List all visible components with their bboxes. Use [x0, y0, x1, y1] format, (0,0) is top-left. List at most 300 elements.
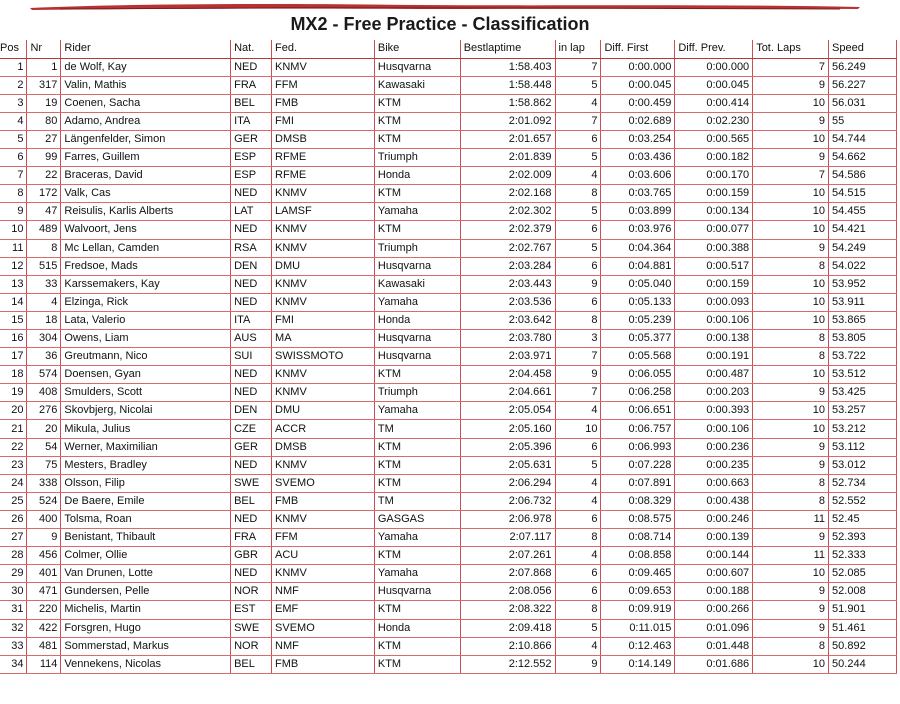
cell-nat: GER: [231, 130, 272, 148]
cell-bestlaptime: 1:58.448: [460, 76, 555, 94]
cell-nat: NOR: [231, 637, 272, 655]
cell-rider: Smulders, Scott: [61, 384, 231, 402]
cell-bestlaptime: 2:02.379: [460, 221, 555, 239]
cell-nat: SWE: [231, 619, 272, 637]
cell-diff-prev: 0:01.686: [675, 655, 753, 673]
table-row: [0, 547, 897, 565]
cell-rider: Fredsoe, Mads: [61, 257, 231, 275]
cell-nr: 220: [27, 601, 61, 619]
cell-tot-laps: 10: [753, 311, 829, 329]
cell-nat: FRA: [231, 529, 272, 547]
cell-diff-prev: 0:00.203: [675, 384, 753, 402]
cell-speed: 56.249: [829, 58, 897, 76]
cell-bike: Yamaha: [374, 203, 460, 221]
cell-diff-prev: 0:00.565: [675, 130, 753, 148]
table-row: [0, 565, 897, 583]
cell-in-lap: 6: [555, 221, 601, 239]
cell-diff-first: 0:00.045: [601, 76, 675, 94]
cell-diff-first: 0:00.459: [601, 94, 675, 112]
column-header-tot-laps: Tot. Laps: [753, 40, 829, 58]
cell-tot-laps: 9: [753, 601, 829, 619]
cell-tot-laps: 9: [753, 438, 829, 456]
cell-in-lap: 6: [555, 510, 601, 528]
cell-bestlaptime: 2:08.322: [460, 601, 555, 619]
cell-rider: Braceras, David: [61, 167, 231, 185]
cell-tot-laps: 10: [753, 402, 829, 420]
cell-tot-laps: 9: [753, 149, 829, 167]
cell-pos: 13: [0, 275, 27, 293]
column-header-bike: Bike: [374, 40, 460, 58]
cell-fed: DMU: [272, 257, 375, 275]
cell-diff-first: 0:00.000: [601, 58, 675, 76]
cell-fed: KNMV: [272, 456, 375, 474]
cell-speed: 53.012: [829, 456, 897, 474]
cell-speed: 54.515: [829, 185, 897, 203]
cell-bestlaptime: 2:01.839: [460, 149, 555, 167]
cell-speed: 54.421: [829, 221, 897, 239]
cell-speed: 54.744: [829, 130, 897, 148]
cell-diff-prev: 0:02.230: [675, 112, 753, 130]
cell-diff-prev: 0:00.106: [675, 420, 753, 438]
cell-diff-first: 0:08.858: [601, 547, 675, 565]
cell-nat: GER: [231, 438, 272, 456]
cell-nr: 19: [27, 94, 61, 112]
column-header-rider: Rider: [61, 40, 231, 58]
cell-tot-laps: 8: [753, 257, 829, 275]
cell-diff-prev: 0:00.393: [675, 402, 753, 420]
table-row: [0, 438, 897, 456]
cell-rider: Valk, Cas: [61, 185, 231, 203]
cell-speed: 52.393: [829, 529, 897, 547]
cell-tot-laps: 7: [753, 58, 829, 76]
cell-diff-prev: 0:00.093: [675, 293, 753, 311]
cell-fed: DMSB: [272, 438, 375, 456]
cell-nr: 36: [27, 348, 61, 366]
cell-in-lap: 4: [555, 94, 601, 112]
cell-rider: Längenfelder, Simon: [61, 130, 231, 148]
cell-in-lap: 4: [555, 167, 601, 185]
cell-rider: Gundersen, Pelle: [61, 583, 231, 601]
cell-diff-prev: 0:00.235: [675, 456, 753, 474]
cell-bike: Husqvarna: [374, 583, 460, 601]
cell-in-lap: 5: [555, 76, 601, 94]
cell-bike: Husqvarna: [374, 348, 460, 366]
cell-diff-first: 0:07.891: [601, 474, 675, 492]
cell-bestlaptime: 2:03.780: [460, 330, 555, 348]
cell-pos: 27: [0, 529, 27, 547]
cell-pos: 3: [0, 94, 27, 112]
cell-diff-prev: 0:00.139: [675, 529, 753, 547]
cell-rider: Van Drunen, Lotte: [61, 565, 231, 583]
cell-nat: CZE: [231, 420, 272, 438]
cell-pos: 11: [0, 239, 27, 257]
cell-bike: Honda: [374, 311, 460, 329]
cell-bike: KTM: [374, 130, 460, 148]
table-row: [0, 655, 897, 673]
cell-bestlaptime: 2:06.294: [460, 474, 555, 492]
cell-tot-laps: 9: [753, 239, 829, 257]
cell-fed: ACU: [272, 547, 375, 565]
cell-bestlaptime: 2:03.642: [460, 311, 555, 329]
cell-fed: KNMV: [272, 366, 375, 384]
cell-bestlaptime: 2:05.054: [460, 402, 555, 420]
cell-diff-first: 0:11.015: [601, 619, 675, 637]
cell-bestlaptime: 2:03.443: [460, 275, 555, 293]
cell-in-lap: 10: [555, 420, 601, 438]
table-row: [0, 402, 897, 420]
cell-rider: Forsgren, Hugo: [61, 619, 231, 637]
cell-diff-first: 0:03.436: [601, 149, 675, 167]
cell-speed: 52.45: [829, 510, 897, 528]
cell-fed: DMSB: [272, 130, 375, 148]
cell-fed: FMI: [272, 311, 375, 329]
cell-nat: NOR: [231, 583, 272, 601]
cell-rider: Werner, Maximilian: [61, 438, 231, 456]
cell-nr: 317: [27, 76, 61, 94]
cell-nr: 54: [27, 438, 61, 456]
cell-in-lap: 4: [555, 402, 601, 420]
cell-diff-prev: 0:00.246: [675, 510, 753, 528]
cell-speed: 50.244: [829, 655, 897, 673]
cell-fed: FMB: [272, 492, 375, 510]
cell-tot-laps: 8: [753, 348, 829, 366]
cell-pos: 30: [0, 583, 27, 601]
cell-bestlaptime: 2:10.866: [460, 637, 555, 655]
cell-diff-prev: 0:00.159: [675, 275, 753, 293]
table-row: [0, 529, 897, 547]
cell-pos: 18: [0, 366, 27, 384]
cell-tot-laps: 10: [753, 655, 829, 673]
column-header-in-lap: in lap: [555, 40, 601, 58]
cell-rider: Doensen, Gyan: [61, 366, 231, 384]
column-header-nat: Nat.: [231, 40, 272, 58]
cell-bestlaptime: 2:08.056: [460, 583, 555, 601]
cell-diff-first: 0:05.377: [601, 330, 675, 348]
cell-bike: Yamaha: [374, 565, 460, 583]
cell-in-lap: 8: [555, 529, 601, 547]
cell-in-lap: 8: [555, 185, 601, 203]
cell-bike: KTM: [374, 655, 460, 673]
cell-pos: 6: [0, 149, 27, 167]
cell-bike: Yamaha: [374, 293, 460, 311]
cell-pos: 25: [0, 492, 27, 510]
cell-fed: ACCR: [272, 420, 375, 438]
cell-bestlaptime: 2:07.117: [460, 529, 555, 547]
cell-nat: BEL: [231, 94, 272, 112]
cell-tot-laps: 10: [753, 275, 829, 293]
cell-pos: 19: [0, 384, 27, 402]
cell-fed: DMU: [272, 402, 375, 420]
table-row: [0, 366, 897, 384]
cell-nat: NED: [231, 366, 272, 384]
cell-nat: LAT: [231, 203, 272, 221]
cell-bestlaptime: 2:02.767: [460, 239, 555, 257]
cell-bike: Honda: [374, 167, 460, 185]
table-row: [0, 456, 897, 474]
cell-speed: 52.333: [829, 547, 897, 565]
cell-bestlaptime: 2:04.661: [460, 384, 555, 402]
cell-tot-laps: 8: [753, 474, 829, 492]
cell-bestlaptime: 2:05.631: [460, 456, 555, 474]
column-header-diff-first: Diff. First: [601, 40, 675, 58]
cell-pos: 24: [0, 474, 27, 492]
cell-bestlaptime: 2:05.396: [460, 438, 555, 456]
cell-nat: NED: [231, 384, 272, 402]
cell-bestlaptime: 1:58.403: [460, 58, 555, 76]
cell-nat: NED: [231, 58, 272, 76]
column-header-diff-prev: Diff. Prev.: [675, 40, 753, 58]
cell-diff-first: 0:05.040: [601, 275, 675, 293]
cell-pos: 15: [0, 311, 27, 329]
cell-pos: 26: [0, 510, 27, 528]
table-row: [0, 601, 897, 619]
cell-tot-laps: 10: [753, 221, 829, 239]
table-row: [0, 510, 897, 528]
cell-tot-laps: 10: [753, 130, 829, 148]
cell-bestlaptime: 2:07.868: [460, 565, 555, 583]
cell-nat: ESP: [231, 167, 272, 185]
cell-fed: KNMV: [272, 510, 375, 528]
cell-diff-prev: 0:00.045: [675, 76, 753, 94]
cell-in-lap: 6: [555, 293, 601, 311]
cell-diff-prev: 0:00.106: [675, 311, 753, 329]
cell-bike: GASGAS: [374, 510, 460, 528]
cell-speed: 52.085: [829, 565, 897, 583]
cell-pos: 4: [0, 112, 27, 130]
cell-diff-prev: 0:00.077: [675, 221, 753, 239]
cell-pos: 33: [0, 637, 27, 655]
cell-nat: NED: [231, 275, 272, 293]
table-row: [0, 130, 897, 148]
cell-in-lap: 7: [555, 348, 601, 366]
table-row: [0, 330, 897, 348]
cell-bestlaptime: 2:01.092: [460, 112, 555, 130]
cell-nr: 489: [27, 221, 61, 239]
cell-diff-prev: 0:00.607: [675, 565, 753, 583]
cell-speed: 53.722: [829, 348, 897, 366]
cell-fed: KNMV: [272, 565, 375, 583]
cell-bike: KTM: [374, 438, 460, 456]
cell-pos: 17: [0, 348, 27, 366]
cell-nat: SWE: [231, 474, 272, 492]
cell-in-lap: 8: [555, 601, 601, 619]
cell-tot-laps: 9: [753, 619, 829, 637]
cell-diff-prev: 0:00.134: [675, 203, 753, 221]
cell-in-lap: 5: [555, 619, 601, 637]
cell-bike: Triumph: [374, 149, 460, 167]
cell-tot-laps: 8: [753, 637, 829, 655]
cell-diff-first: 0:04.881: [601, 257, 675, 275]
cell-in-lap: 4: [555, 547, 601, 565]
cell-diff-first: 0:06.757: [601, 420, 675, 438]
cell-fed: KNMV: [272, 293, 375, 311]
cell-fed: FMB: [272, 655, 375, 673]
cell-pos: 12: [0, 257, 27, 275]
cell-in-lap: 6: [555, 257, 601, 275]
cell-speed: 52.552: [829, 492, 897, 510]
cell-diff-prev: 0:00.414: [675, 94, 753, 112]
cell-fed: RFME: [272, 149, 375, 167]
table-row: [0, 311, 897, 329]
cell-pos: 20: [0, 402, 27, 420]
cell-bestlaptime: 2:05.160: [460, 420, 555, 438]
cell-fed: EMF: [272, 601, 375, 619]
cell-diff-prev: 0:00.236: [675, 438, 753, 456]
cell-fed: LAMSF: [272, 203, 375, 221]
table-row: [0, 203, 897, 221]
column-header-fed: Fed.: [272, 40, 375, 58]
cell-pos: 16: [0, 330, 27, 348]
cell-pos: 32: [0, 619, 27, 637]
cell-in-lap: 5: [555, 456, 601, 474]
cell-pos: 8: [0, 185, 27, 203]
cell-nr: 18: [27, 311, 61, 329]
cell-rider: de Wolf, Kay: [61, 58, 231, 76]
cell-pos: 1: [0, 58, 27, 76]
cell-speed: 54.022: [829, 257, 897, 275]
cell-in-lap: 9: [555, 275, 601, 293]
cell-in-lap: 4: [555, 492, 601, 510]
cell-diff-prev: 0:00.000: [675, 58, 753, 76]
cell-diff-prev: 0:00.191: [675, 348, 753, 366]
cell-pos: 10: [0, 221, 27, 239]
cell-fed: SVEMO: [272, 619, 375, 637]
cell-nr: 276: [27, 402, 61, 420]
column-header-pos: Pos: [0, 40, 27, 58]
cell-nr: 400: [27, 510, 61, 528]
cell-speed: 52.734: [829, 474, 897, 492]
table-row: [0, 474, 897, 492]
cell-nr: 408: [27, 384, 61, 402]
table-header-row: [0, 40, 897, 58]
cell-tot-laps: 7: [753, 167, 829, 185]
cell-fed: SVEMO: [272, 474, 375, 492]
cell-diff-first: 0:08.714: [601, 529, 675, 547]
cell-rider: Skovbjerg, Nicolai: [61, 402, 231, 420]
cell-bestlaptime: 2:12.552: [460, 655, 555, 673]
cell-tot-laps: 8: [753, 330, 829, 348]
cell-pos: 14: [0, 293, 27, 311]
cell-nr: 22: [27, 167, 61, 185]
cell-nat: NED: [231, 510, 272, 528]
cell-speed: 53.257: [829, 402, 897, 420]
cell-pos: 22: [0, 438, 27, 456]
cell-diff-prev: 0:00.144: [675, 547, 753, 565]
cell-nat: SUI: [231, 348, 272, 366]
cell-pos: 7: [0, 167, 27, 185]
cell-rider: Greutmann, Nico: [61, 348, 231, 366]
cell-speed: 52.008: [829, 583, 897, 601]
cell-rider: Lata, Valerio: [61, 311, 231, 329]
cell-bestlaptime: 2:02.302: [460, 203, 555, 221]
cell-nr: 401: [27, 565, 61, 583]
cell-rider: Reisulis, Karlis Alberts: [61, 203, 231, 221]
table-body: [0, 58, 897, 673]
cell-rider: Coenen, Sacha: [61, 94, 231, 112]
cell-bestlaptime: 2:03.284: [460, 257, 555, 275]
table-row: [0, 94, 897, 112]
cell-nr: 481: [27, 637, 61, 655]
column-header-speed: Speed: [829, 40, 897, 58]
cell-speed: 53.911: [829, 293, 897, 311]
cell-speed: 53.952: [829, 275, 897, 293]
cell-in-lap: 8: [555, 311, 601, 329]
column-header-bestlaptime: Bestlaptime: [460, 40, 555, 58]
cell-diff-first: 0:05.239: [601, 311, 675, 329]
cell-nr: 20: [27, 420, 61, 438]
cell-nat: NED: [231, 456, 272, 474]
cell-nr: 338: [27, 474, 61, 492]
cell-bestlaptime: 2:04.458: [460, 366, 555, 384]
cell-speed: 53.112: [829, 438, 897, 456]
cell-bike: KTM: [374, 112, 460, 130]
cell-speed: 53.805: [829, 330, 897, 348]
cell-nr: 80: [27, 112, 61, 130]
table-row: [0, 384, 897, 402]
cell-rider: Mikula, Julius: [61, 420, 231, 438]
cell-bike: KTM: [374, 185, 460, 203]
cell-nr: 471: [27, 583, 61, 601]
cell-in-lap: 7: [555, 58, 601, 76]
cell-nr: 515: [27, 257, 61, 275]
cell-diff-first: 0:12.463: [601, 637, 675, 655]
table-row: [0, 348, 897, 366]
cell-rider: De Baere, Emile: [61, 492, 231, 510]
cell-nr: 8: [27, 239, 61, 257]
cell-bike: TM: [374, 420, 460, 438]
cell-bike: Yamaha: [374, 529, 460, 547]
cell-nr: 574: [27, 366, 61, 384]
cell-rider: Valin, Mathis: [61, 76, 231, 94]
cell-bestlaptime: 2:09.418: [460, 619, 555, 637]
cell-in-lap: 5: [555, 149, 601, 167]
table-row: [0, 492, 897, 510]
table-row: [0, 257, 897, 275]
cell-nr: 1: [27, 58, 61, 76]
cell-fed: FFM: [272, 76, 375, 94]
cell-fed: RFME: [272, 167, 375, 185]
table-row: [0, 583, 897, 601]
cell-rider: Benistant, Thibault: [61, 529, 231, 547]
cell-fed: FFM: [272, 529, 375, 547]
cell-diff-first: 0:03.254: [601, 130, 675, 148]
cell-bike: KTM: [374, 456, 460, 474]
cell-diff-first: 0:03.976: [601, 221, 675, 239]
table-row: [0, 149, 897, 167]
cell-bike: KTM: [374, 474, 460, 492]
cell-nat: AUS: [231, 330, 272, 348]
cell-tot-laps: 9: [753, 384, 829, 402]
cell-nat: NED: [231, 185, 272, 203]
cell-rider: Elzinga, Rick: [61, 293, 231, 311]
cell-diff-prev: 0:00.188: [675, 583, 753, 601]
cell-nat: ITA: [231, 112, 272, 130]
cell-in-lap: 9: [555, 366, 601, 384]
cell-rider: Karssemakers, Kay: [61, 275, 231, 293]
cell-in-lap: 7: [555, 112, 601, 130]
cell-in-lap: 4: [555, 474, 601, 492]
cell-diff-first: 0:09.653: [601, 583, 675, 601]
cell-bestlaptime: 2:02.168: [460, 185, 555, 203]
cell-rider: Colmer, Ollie: [61, 547, 231, 565]
cell-pos: 21: [0, 420, 27, 438]
table-row: [0, 293, 897, 311]
cell-pos: 2: [0, 76, 27, 94]
cell-nat: NED: [231, 293, 272, 311]
cell-tot-laps: 10: [753, 366, 829, 384]
cell-pos: 31: [0, 601, 27, 619]
cell-nat: BEL: [231, 655, 272, 673]
